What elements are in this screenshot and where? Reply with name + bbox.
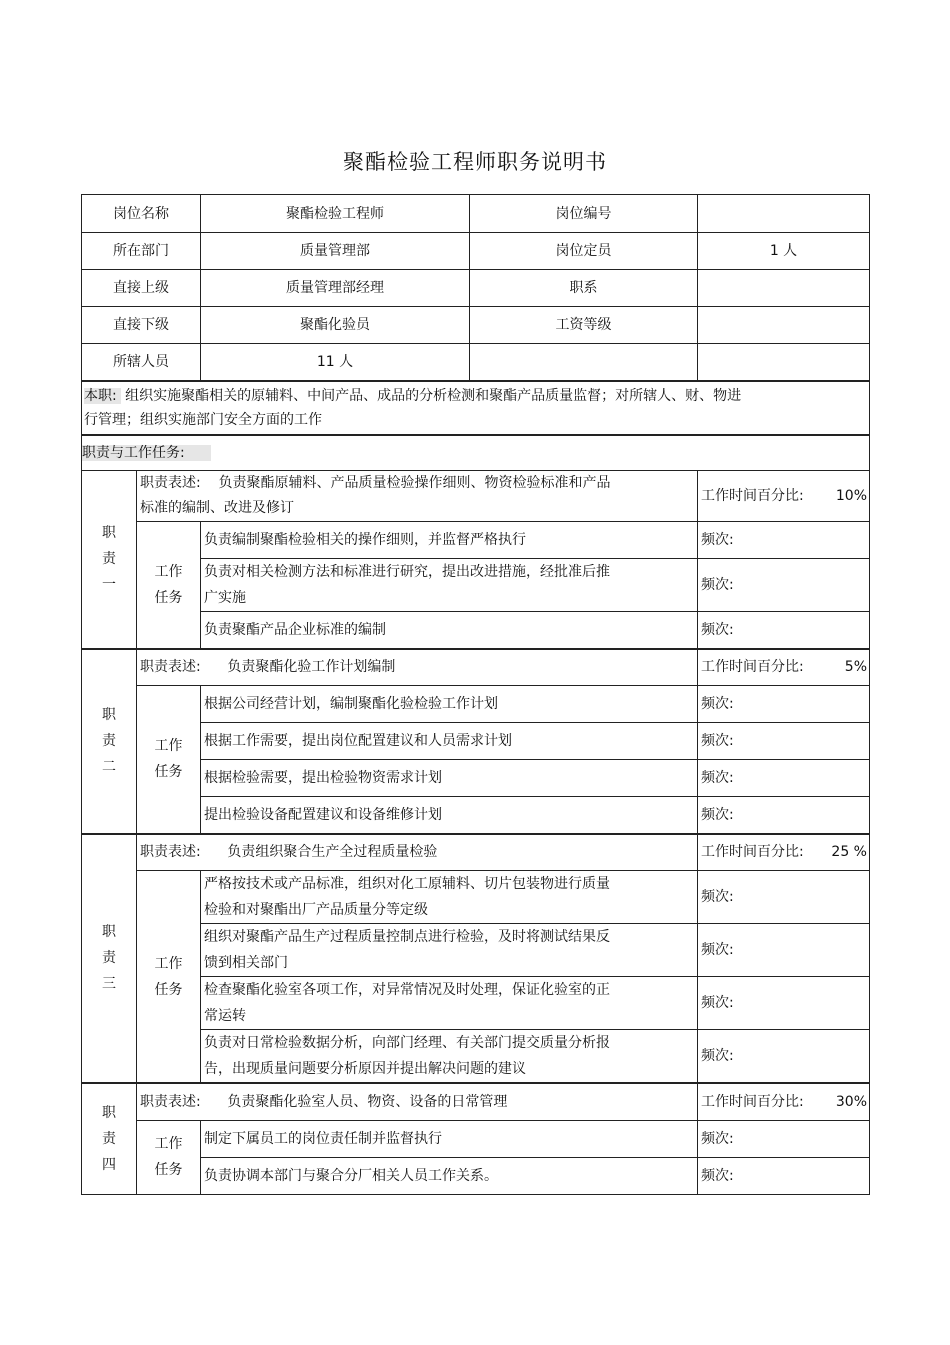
task-text: 根据工作需要，提出岗位配置建议和人员需求计划 — [201, 723, 698, 760]
subordinate-label: 直接下级 — [82, 307, 201, 344]
duty-desc: 职责表述: 负责聚酯原辅料、产品质量检验操作细则、物资检验标准和产品 标准的编制、改进及修订 — [137, 471, 698, 522]
position-no-value — [698, 195, 870, 233]
superior-label: 直接上级 — [82, 270, 201, 307]
task-text: 制定下属员工的岗位责任制并监督执行 — [201, 1120, 698, 1157]
quota-value: 1 人 — [698, 233, 870, 270]
task-text: 负责对日常检验数据分析，向部门经理、有关部门提交质量分析报 告，出现质量问题要分析原因并提出解决问题的建议 — [201, 1030, 698, 1084]
task-frequency: 频次: — [698, 977, 870, 1030]
task-row — [82, 871, 870, 924]
task-text: 严格按技术或产品标准，组织对化工原辅料、切片包装物进行质量 检验和对聚酯出厂产品质量分等定级 — [201, 871, 698, 924]
salary-value — [698, 307, 870, 344]
task-row — [82, 723, 870, 760]
task-row — [82, 1157, 870, 1194]
task-text: 检查聚酯化验室各项工作，对异常情况及时处理，保证化验室的正 常运转 — [201, 977, 698, 1030]
duty-desc: 职责表述: 负责组织聚合生产全过程质量检验 — [137, 834, 698, 871]
duty-desc-row — [82, 1083, 870, 1120]
subordinate-value: 聚酯化验员 — [201, 307, 470, 344]
task-text: 提出检验设备配置建议和设备维修计划 — [201, 797, 698, 834]
task-row — [82, 924, 870, 977]
duty-desc: 职责表述: 负责聚酯化验室人员、物资、设备的日常管理 — [137, 1083, 698, 1120]
main-duty-line2: 行管理；组织实施部门安全方面的工作 — [84, 411, 322, 428]
task-row — [82, 686, 870, 723]
info-row — [82, 270, 870, 307]
task-label: 工作 任务 — [137, 1120, 201, 1194]
task-row — [82, 559, 870, 612]
task-text: 组织对聚酯产品生产过程质量控制点进行检验，及时将测试结果反 馈到相关部门 — [201, 924, 698, 977]
main-duty-row — [82, 381, 870, 435]
task-frequency: 频次: — [698, 612, 870, 649]
task-label: 工作 任务 — [137, 871, 201, 1084]
task-row — [82, 797, 870, 834]
page-title: 聚酯检验工程师职务说明书 — [343, 150, 607, 174]
job-description-table — [81, 194, 870, 1195]
task-frequency: 频次: — [698, 760, 870, 797]
info-row — [82, 344, 870, 381]
duty-percent: 工作时间百分比: 5% — [698, 649, 870, 686]
task-row — [82, 977, 870, 1030]
task-frequency: 频次: — [698, 924, 870, 977]
task-label: 工作 任务 — [137, 522, 201, 649]
info-row — [82, 233, 870, 270]
task-text: 根据公司经营计划，编制聚酯化验检验工作计划 — [201, 686, 698, 723]
task-text: 负责协调本部门与聚合分厂相关人员工作关系。 — [201, 1157, 698, 1194]
task-text: 根据检验需要，提出检验物资需求计划 — [201, 760, 698, 797]
duty-desc: 职责表述: 负责聚酯化验工作计划编制 — [137, 649, 698, 686]
position-no-label: 岗位编号 — [470, 195, 698, 233]
task-frequency: 频次: — [698, 1120, 870, 1157]
duty-desc-row — [82, 834, 870, 871]
task-text: 负责聚酯产品企业标准的编制 — [201, 612, 698, 649]
quota-label: 岗位定员 — [470, 233, 698, 270]
duty-label: 职 责 二 — [82, 649, 137, 834]
info-row — [82, 195, 870, 233]
dept-value: 质量管理部 — [201, 233, 470, 270]
main-duty-cell — [82, 381, 870, 435]
task-text: 负责对相关检测方法和标准进行研究，提出改进措施，经批准后推 广实施 — [201, 559, 698, 612]
task-row — [82, 760, 870, 797]
task-text: 负责编制聚酯检验相关的操作细则，并监督严格执行 — [201, 522, 698, 559]
duty-percent: 工作时间百分比: 30% — [698, 1083, 870, 1120]
main-duty-line1: 组织实施聚酯相关的原辅料、中间产品、成品的分析检测和聚酯产品质量监督；对所辖人、财、物进 — [125, 387, 742, 404]
duty-label: 职 责 四 — [82, 1083, 137, 1194]
series-label: 职系 — [470, 270, 698, 307]
task-row — [82, 522, 870, 559]
task-label: 工作 任务 — [137, 686, 201, 834]
duty-percent: 工作时间百分比: 10% — [698, 471, 870, 522]
task-frequency: 频次: — [698, 559, 870, 612]
series-value — [698, 270, 870, 307]
staff-label: 所辖人员 — [82, 344, 201, 381]
salary-label: 工资等级 — [470, 307, 698, 344]
duty-desc-row — [82, 471, 870, 522]
task-row — [82, 612, 870, 649]
task-frequency: 频次: — [698, 686, 870, 723]
duty-label: 职 责 一 — [82, 471, 137, 649]
task-frequency: 频次: — [698, 522, 870, 559]
position-name-label: 岗位名称 — [82, 195, 201, 233]
main-duty-label: 本职: — [84, 388, 121, 404]
task-frequency: 频次: — [698, 723, 870, 760]
task-row — [82, 1030, 870, 1084]
info-row — [82, 307, 870, 344]
task-frequency: 频次: — [698, 1030, 870, 1084]
duty-desc-row — [82, 649, 870, 686]
staff-value: 11 人 — [201, 344, 470, 381]
task-frequency: 频次: — [698, 797, 870, 834]
duty-percent: 工作时间百分比: 25 % — [698, 834, 870, 871]
duty-label: 职 责 三 — [82, 834, 137, 1084]
dept-label: 所在部门 — [82, 233, 201, 270]
position-name-value: 聚酯检验工程师 — [201, 195, 470, 233]
duties-header-row — [82, 435, 870, 471]
superior-value: 质量管理部经理 — [201, 270, 470, 307]
task-row — [82, 1120, 870, 1157]
duties-header: 职责与工作任务: — [82, 445, 211, 461]
task-frequency: 频次: — [698, 871, 870, 924]
task-frequency: 频次: — [698, 1157, 870, 1194]
